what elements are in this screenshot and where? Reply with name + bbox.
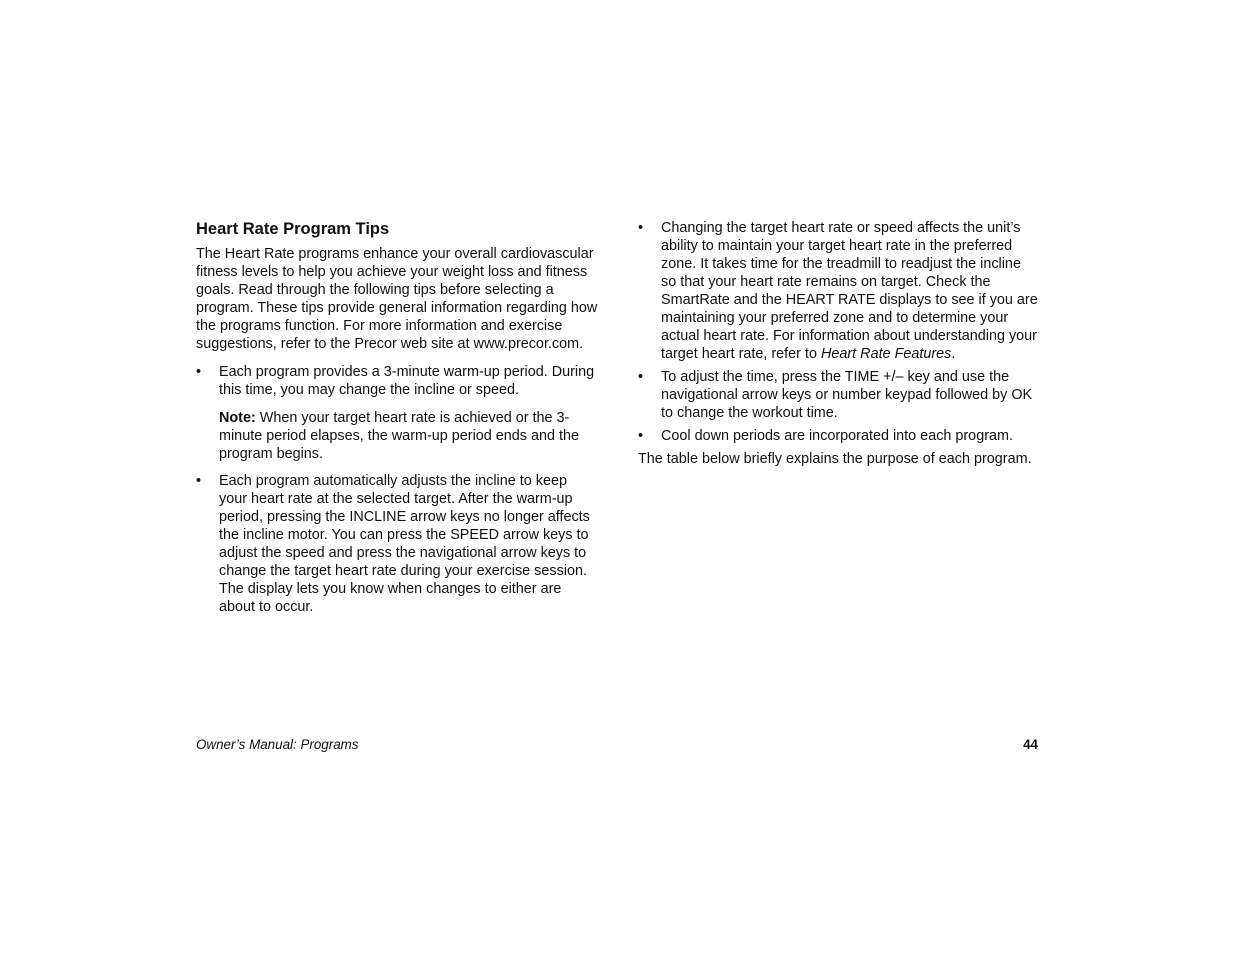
note-text: When your target heart rate is achieved or the 3-minute period elapses, the warm-up period ends and the program begins. (219, 410, 579, 462)
left-column (196, 219, 598, 621)
right-column (638, 219, 1040, 468)
bullet-glyph: • (196, 364, 202, 380)
bullet-text: To adjust the time, press the TIME +/– key and use the navigational arrow keys or number keypad followed by OK to change the workout time. (661, 369, 1033, 421)
bullet-item (638, 368, 1040, 422)
cross-reference-link[interactable]: Heart Rate Features (820, 346, 952, 362)
note-label: Note: (219, 410, 256, 426)
note-block (196, 409, 598, 463)
bullet-glyph: • (196, 473, 202, 489)
bullet-glyph: • (638, 220, 644, 236)
bullet-item (196, 472, 598, 616)
bullet-item (638, 219, 1040, 363)
bullet-glyph: • (638, 369, 644, 385)
bullet-suffix: . (951, 346, 956, 362)
intro-paragraph: The Heart Rate programs enhance your overall cardiovascular fitness levels to help you achieve your weight loss and fitness goals. Read through the following tips before selecting a program. These tips provide general information regarding how the programs function. For more information and exercise suggestions, refer to the Precor web site at www.precor.com. (196, 246, 598, 352)
bullet-text: Changing the target heart rate or speed affects the unit’s ability to maintain your target heart rate in the preferred zone. It takes time for the treadmill to readjust the incline so that your heart rate remains on target. Check the SmartRate and the HEART RATE displays to see if you are maintaining your preferred zone and to determine your actual heart rate. For information about understanding your target heart rate, refer to (661, 220, 1038, 362)
bullet-glyph: • (638, 428, 644, 444)
bullet-item (196, 363, 598, 399)
section-heading: Heart Rate Program Tips (196, 220, 390, 238)
bullet-text: Each program provides a 3-minute warm-up period. During this time, you may change the incline or speed. (219, 364, 595, 398)
footer-title: Owner’s Manual: Programs (196, 737, 359, 752)
bullet-text: Each program automatically adjusts the incline to keep your heart rate at the selected target. After the warm-up period, pressing the INCLINE arrow keys no longer affects the incline motor. You can press the SPEED arrow keys to adjust the speed and press the navigational arrow keys to change the target heart rate during your exercise session. The display lets you know when changes to either are about to occur. (219, 473, 590, 615)
page-number: 44 (1023, 737, 1038, 752)
bullet-text: Cool down periods are incorporated into each program. (661, 428, 1013, 444)
bullet-item (638, 427, 1040, 445)
closing-paragraph: The table below briefly explains the purpose of each program. (638, 451, 1032, 467)
